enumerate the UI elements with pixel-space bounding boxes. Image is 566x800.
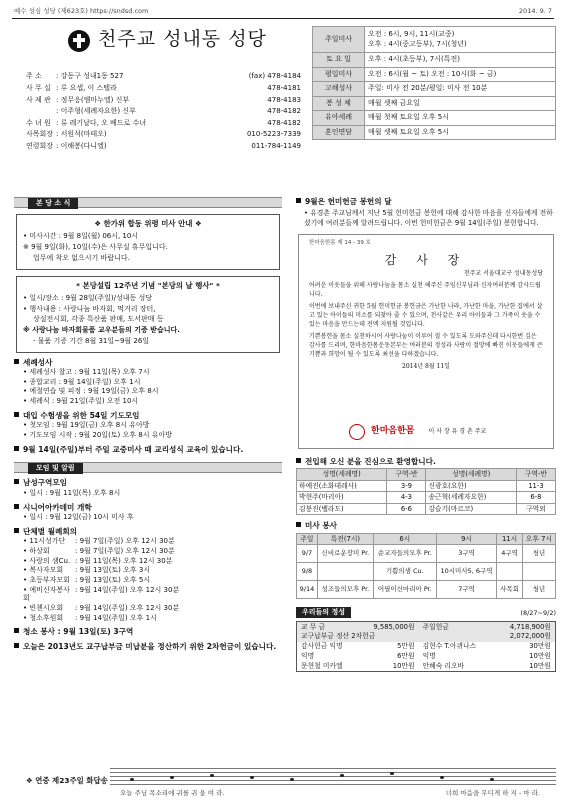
bullet-square-icon (14, 446, 19, 451)
monthly-meeting-row: • 하상회 : 9월 7일(주일) 오후 12시 30분 (23, 546, 175, 555)
newcomers-table: 성명(세례명) 구역-반 성명(세례명) 구역-반 하예진(소화데레사) 3-9 신광호(요한) 11-3 박현주(마리아) 4-3 송근혁(세례자요한) 6-8 김붕진(벨라도) 6-6 강슬기(마르코) 구역외 (296, 468, 556, 515)
bulletin-header: 예수 성심 성당 (제623호) https://sndsd.com (14, 7, 149, 15)
table-row: 김붕진(벨라도) 6-6 강슬기(마르코) 구역외 (297, 503, 556, 514)
table-row: 문현철 미카엘 10만원 안혜숙 리오바 10만원 (301, 662, 551, 671)
parish-name: 천주교 성내동 성당 (98, 28, 267, 50)
parish-logo-icon (68, 30, 90, 52)
schedule-row: 고해성사 주일: 미사 전 20분/평일: 미사 전 10분 (313, 82, 556, 97)
monthly-meeting-row: • 예비신자봉사회 : 9월 14일(주일) 오후 12시 30분 (23, 585, 180, 603)
contact-row: 주 소 : 강동구 성내1동 527 (fax) 478-4184 (26, 72, 301, 81)
certificate-signature: 한마음한몸 이 사 장 유 경 촌 주교 (349, 424, 486, 440)
parish-day-notice: * 본당설립 12주년 기념 "본당의 날 행사" * • 일시/장소 : 9월 28일(주일)/성내동 성당 • 행사내용 : 사랑나눔 바자회, 먹거리 장터, 상설전시회, 각종 특산품 판매, 도서판매 등 ※ 사랑나눔 바자회물품 교우분들의 기증 받습니다. - 물품 기증 기간 8월 31일~9월 26일 (16, 276, 280, 353)
schedule-row: 평일미사 오전 : 6시(월 ~ 토) 오전 : 10시(화 ~ 금) (313, 67, 556, 82)
table-row: 9/7 신비로운장미 Pr. 순교자들의모후 Pr. 3구역 4구역 청년 (297, 545, 556, 563)
schedule-row: 주일미사 오전 : 6시, 9시, 11시(교중) 오후 : 4시(중고등부), 7시(청년) (313, 27, 556, 53)
mass-service-table: 주일 특전(7시) 6시 9시 11시 오후 7시 9/7 신비로운장미 Pr. 순교자들의모후 Pr. 3구역 4구역 청년 9/8 기쁨의샘 Cu. 10시미사5, 6구역 9/14 성조들의모후 Pr. 어필이신마리아 Pr. 7구역 사목회 청년 (296, 533, 556, 599)
bullet-square-icon (14, 504, 19, 509)
meeting-heading: 단체별 월례회의 (14, 527, 282, 536)
section-header-meetings: 모임 및 알림 (14, 462, 282, 473)
section-header-news: 본 당 소 식 (14, 197, 282, 208)
music-note-icon (130, 778, 134, 781)
thanks-body: • 유경촌 주교님께서 지난 5월 헌미헌금 봉헌에 대해 감사한 마음을 신자들에게 전하셨기에 여러분들께 알려드립니다. 이번 헌미헌금은 9월 14일(주일) 봉헌합니다. (304, 209, 553, 227)
schedule-row: 봉 성 체 매월 셋째 금요일 (313, 96, 556, 111)
welcome-heading: 전입해 오신 분을 진심으로 환영합니다. (296, 457, 556, 466)
meeting-heading: 남성구역모임 (14, 478, 282, 487)
bullet-square-icon (296, 522, 301, 527)
music-note-icon (390, 772, 394, 775)
contact-row: 사 제 관 : 정무응(엠마누엘) 신부 478-4183 (26, 95, 301, 104)
monthly-meeting-row: • 복사자모회 : 9월 13일(토) 오후 3시 (23, 566, 151, 575)
contact-row: 수 녀 원 : 류 레기날다, 오 베드로 수녀 478-4182 (26, 118, 301, 127)
table-row: 박현주(마리아) 4-3 송근혁(세례자요한) 6-8 (297, 492, 556, 503)
table-row: 교구납부금 정산 2차헌금 2,072,000원 (297, 632, 556, 642)
music-staff (110, 768, 556, 786)
news-list: 세례성사 • 세례성사 찰고 : 9월 11일(목) 오후 7시 • 종합교리 : 9월 14일(주일) 오후 1시 • 예절연습 및 피정 : 9월 19일(금) 오후 8시 • 세례식 : 9월 21일(주일) 오전 10시 대입 수험생을 위한 54일 기도모임 • 첫모임 : 9월 19일(금) 오후 8시 유아방 • 기도모임 시작 : 9월 20일(토) 오후 8시 유아방 9월 14일(주일)부터 주일 교중미사 때 교리성식 교육이 있습니다. (14, 358, 282, 455)
music-note-icon (490, 778, 494, 781)
table-row: 하예진(소화데레사) 3-9 신광호(요한) 11-3 (297, 480, 556, 491)
parish-contacts (26, 71, 301, 152)
meeting-heading: 청소 봉사 : 9월 13일(토) 3구역 (14, 627, 282, 636)
bullet-square-icon (296, 458, 301, 463)
donations-period: (8/27~9/2) (520, 608, 556, 617)
music-note-icon (170, 776, 174, 779)
schedule-row: 토 요 일 오후 : 4시(초등부), 7시(특전) (313, 53, 556, 68)
news-heading: 세례성사 (14, 358, 282, 367)
right-column (296, 197, 556, 672)
table-row: 교 무 금 9,585,000원 주일헌금 4,718,900원 (297, 621, 556, 631)
bullet-square-icon (14, 628, 19, 633)
music-note-icon (250, 776, 254, 779)
section-header-donations: 우리들의 정성 (296, 607, 351, 618)
psalm-lyrics: 오늘 주님 목소리에 귀를 귀 울 여 라. 너희 마음을 무디게 하 지 - 마 라. (120, 789, 540, 797)
schedule-row: 유아세례 매월 첫째 토요일 오후 5시 (313, 111, 556, 126)
monthly-meeting-row: • 청소후원회 : 9월 14일(주일) 오후 1시 (23, 613, 157, 622)
contact-row: 사 무 실 : 루 요셉, 이 스텔라 478-4181 (26, 84, 301, 93)
mass-schedule-table (312, 26, 556, 140)
monthly-meeting-row: • 11시성가단 : 9월 7일(주일) 오후 12시 30분 (23, 537, 175, 546)
music-note-icon (340, 774, 344, 777)
table-row: 9/8 기쁨의샘 Cu. 10시미사5, 6구역 (297, 563, 556, 581)
contact-row: : 이주형(세례자요한) 신부 478-4182 (56, 107, 301, 116)
thanks-heading: 9월은 헌미헌금 봉헌의 달 (296, 197, 556, 206)
meetings-list: 남성구역모임 • 일시 : 9월 11일(목) 오후 8시 시니어아카데미 개학 • 일시 : 9월 12일(금) 10시 미사 후 단체별 월례회의 • 11시성가단 : 9월 7일(주일) 오후 12시 30분 • 하상회 : 9월 7일(주일) 오후 12시 30분 • 사랑의 샘Cu. : 9월 11일(목) 오후 12시 30분 • 복사자모회 : 9월 13일(토) 오후 3시 • 초등부자모회 : 9월 13일(토) 오후 5시 • 예비신자봉사회 : 9월 14일(주일) 오후 12시 30분 • 빈첸시오회 : 9월 14일(주일) 오후 12시 30분 • 청소후원회 : 9월 14일(주일) 오후 1시 청소 봉사 : 9월 13일(토) 3구역 오늘은 2013년도 교구납부금 미납분을 정산하기 위한 2차헌금이 있습니다. (14, 478, 282, 651)
table-row: 익명 6만원 익명 10만원 (301, 652, 551, 661)
psalm-title: ❖ 연중 제23주일 화답송 (26, 776, 108, 785)
table-row: 9/14 성조들의모후 Pr. 어필이신마리아 Pr. 7구역 사목회 청년 (297, 581, 556, 599)
memorial-mass-notice: ❖ 한가위 합동 위령 미사 안내 ❖ • 미사시간 : 9월 8일(월) 06시, 10시 ※ 9월 9일(화), 10일(수)은 사무실 휴무입니다. 업무에 착오 없으시기 바랍니다. (16, 214, 280, 270)
certificate-of-appreciation: 한마음한몸 제 14 - 39 호 감 사 장 천주교 서울대교구 성내동성당 어려운 이웃들을 위해 사랑나눔을 몸소 실천 해주신 주임신부님과 신자여러분께 감사드립니다. 이번에 보내주신 귀한 5월 헌미헌금 봉헌금은 가난한 나라, 가난한 마을, 가난한 집에서 살고 있는 아이들의 미소를 되찾아 줄 수 있으며, 천사같은 우리 아이들과 그 가족이 웃을 수 있는 마음을 만드는데 전액 지원될 것입니다. 기쁜봉헌을 몸소 실천하시어 사랑나눔이 이루어 질 수 있도록 도와주신데 다시한번 깊은 감사를 드리며, 한마음한몸운동본부는 여러분의 정성과 사랑이 절망에 빠진 이웃들에게 큰 기쁨과 희망이 될 수 있도록 최선을 다하겠습니다. 2014년 8월 11일 한마음한몸 이 사 장 유 경 촌 주교 (298, 234, 554, 449)
news-heading: 9월 14일(주일)부터 주일 교중미사 때 교리성식 교육이 있습니다. (14, 445, 282, 454)
certificate-title: 감 사 장 (384, 252, 468, 267)
left-column (14, 197, 282, 651)
contact-row: 사목회장 : 서원석(마테오) 010-5223-7339 (26, 130, 301, 139)
bullet-square-icon (14, 359, 19, 364)
schedule-row: 혼인면담 매월 셋째 토요일 오후 5시 (313, 125, 556, 140)
bullet-square-icon (14, 479, 19, 484)
news-heading: 대입 수험생을 위한 54일 기도모임 (14, 411, 282, 420)
music-note-icon (440, 776, 444, 779)
monthly-meeting-row: • 사랑의 샘Cu. : 9월 11일(목) 오후 12시 30분 (23, 556, 173, 565)
monthly-meeting-row: • 빈첸시오회 : 9월 14일(주일) 오후 12시 30분 (23, 603, 180, 612)
header-divider (12, 18, 554, 19)
bulletin-date: 2014. 9. 7 (518, 7, 552, 15)
meeting-heading: 오늘은 2013년도 교구납부금 미납분을 정산하기 위한 2차헌금이 있습니다. (14, 642, 282, 651)
donations-header (296, 607, 556, 618)
contact-row: 연령회장 : 이해봉(다니엘) 011-784-1149 (26, 141, 301, 150)
bullet-square-icon (14, 643, 19, 648)
table-row: 감사헌금 익명 5만원 김현수 T.아퀴나스 30만원 (301, 642, 551, 651)
music-note-icon (210, 774, 214, 777)
donations-table (296, 621, 556, 672)
meeting-heading: 시니어아카데미 개학 (14, 503, 282, 512)
music-note-icon (290, 778, 294, 781)
seal-icon (349, 424, 365, 440)
bullet-square-icon (14, 528, 19, 533)
bullet-square-icon (296, 198, 301, 203)
mass-service-heading: 미사 봉사 (296, 521, 556, 530)
bullet-square-icon (14, 412, 19, 417)
monthly-meeting-row: • 초등부자모회 : 9월 13일(토) 오후 5시 (23, 575, 151, 584)
